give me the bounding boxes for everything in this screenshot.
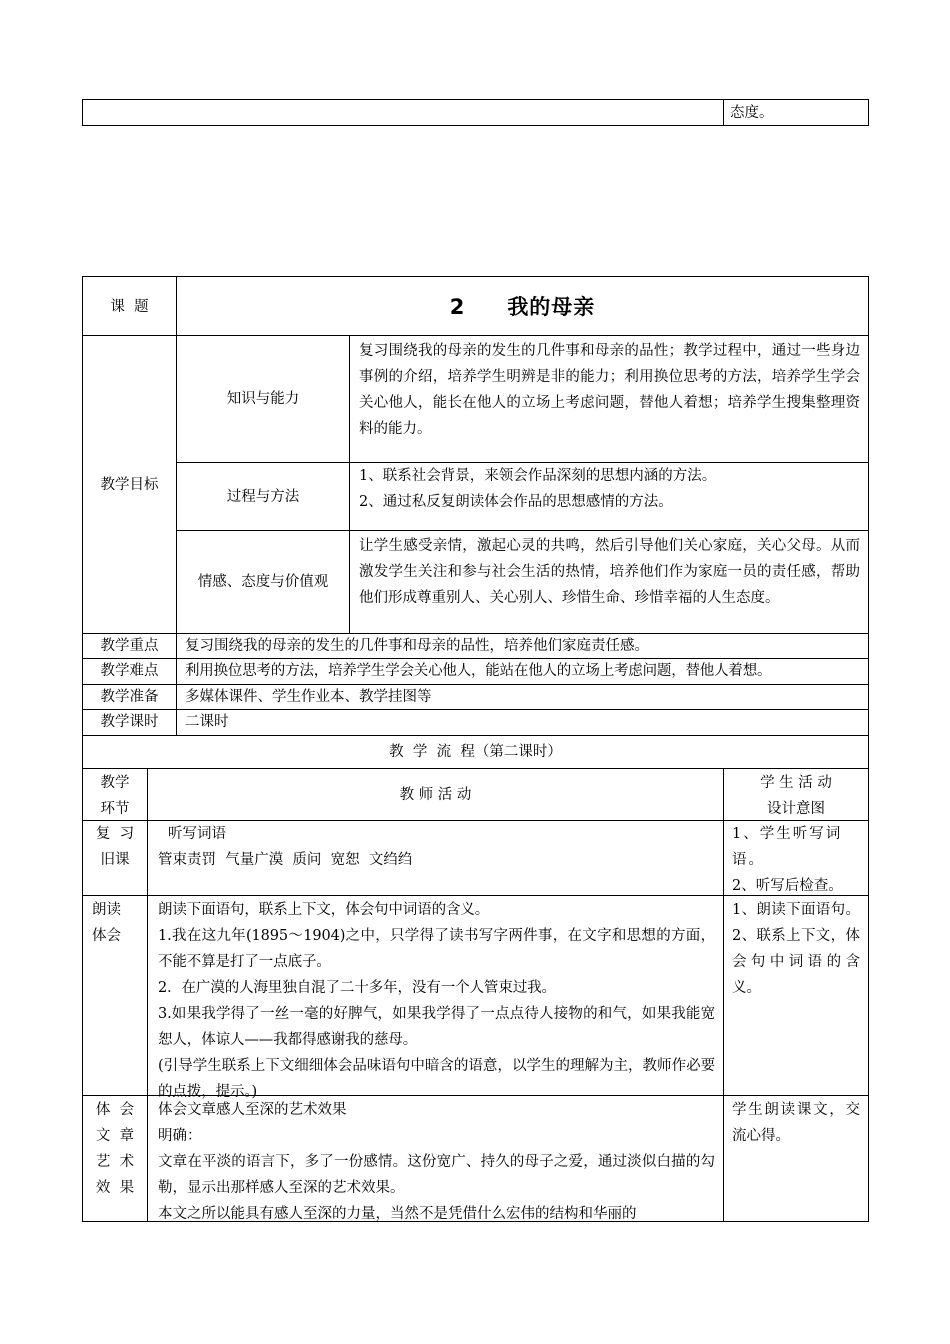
grid-line [82,895,869,896]
goal-process-line: 1、联系社会背景，来领会作品深刻的思想内涵的方法。 [359,468,717,484]
title-text: 我的母亲 [507,294,596,319]
stage-student-art: 学生朗读课文，交流心得。 [732,1102,860,1144]
header-teacher: 教 师 活 动 [399,786,472,803]
row-text-difficulty: 利用换位思考的方法，培养学生学会关心他人，能站在他人的立场上考虑问题，替他人着想。 [185,663,772,679]
row-text-key: 复习围绕我的母亲的发生的几件事和母亲的品性，培养他们家庭责任感。 [185,638,649,654]
header-student: 学 生 活 动 设计意图 [760,775,832,817]
goal-text-process [350,463,868,530]
grid-line [82,1221,869,1222]
goal-label-emotion: 情感、态度与价值观 [197,574,329,590]
goal-process-line: 2、通过私反复朗读体会作品的思想感情的方法。 [359,494,673,510]
grid-line [82,1095,869,1096]
goals-label: 教学目标 [100,476,159,493]
stage-label-art: 体 会 文 章 艺 术 效 果 [95,1102,135,1196]
row-text-prep: 多媒体课件、学生作业本、教学挂图等 [185,689,432,705]
stage-label-reading: 朗读 体会 [92,902,121,944]
continuation-divider [723,99,724,126]
goal-label-process: 过程与方法 [226,488,300,505]
goal-text-emotion: 让学生感受亲情，激起心灵的共鸣，然后引导他们关心家庭，关心父母。从而激发学生关注和参与社会生活的热情，培养他们作为家庭一员的责任感，帮助他们形成尊重别人、关心别人、珍惜生命、珍惜幸福的人生态度。 [359,538,860,606]
stage-teacher-review: 听写词语 管束责罚 气量广漠 质问 宽恕 文绉绉 [158,826,413,868]
goal-text-knowledge: 复习围绕我的母亲的发生的几件事和母亲的品性；教学过程中，通过一些身边事例的介绍，培养学生明辨是非的能力；利用换位思考的方法，培养学生学会关心他人，能长在他人的立场上考虑问题，替他人着想；培养学生搜集整理资料的能力。 [359,343,860,437]
stage-teacher-reading: 朗读下面语句，联系上下文，体会句中词语的含义。 1.我在这九年(1895～1904)之中，只学得了读书写字两件事，在文字和思想的方面，不能不算是打了一点底子。 2．在广漠的人海里独自混了二十多年，没有一个人管束过我。 3.如果我学得了一丝一毫的好脾气，如果我学得了一点点待人接物的和气，如果我能宽恕人，体谅人——我都得感谢我的慈母。 (引导学生联系上下文细细体会品味语句中暗含的语意，以学生的理解为主，教师作必要的点拨，提示。) [158,902,715,1100]
goal-label-knowledge: 知识与能力 [226,391,300,407]
title-label: 课 题 [110,298,149,315]
continuation-text: 态度。 [730,105,774,121]
stage-label-review: 复 习 旧课 [95,826,135,868]
page-title [177,277,868,336]
row-label-key: 教学重点 [100,638,159,654]
row-text-hours: 二课时 [185,714,229,730]
row-label-hours: 教学课时 [100,714,159,730]
stage-student-reading: 1、朗读下面语句。2、联系上下文，体会句中词语的含义。 [732,902,860,996]
stage-teacher-art: 体会文章感人至深的艺术效果 明确： 文章在平淡的语言下，多了一份感情。这份宽广、持久的母子之爱，通过淡似白描的勾勒，显示出那样感人至深的艺术效果。 本文之所以能具有感人至深的力量，当然不是凭借什么宏伟的结构和华丽的 [158,1102,715,1221]
row-label-prep: 教学准备 [100,689,159,705]
row-label-difficulty: 教学难点 [100,663,159,679]
title-number: 2 [449,294,466,319]
flow-title: 教 学 流 程（第二课时） [389,744,562,760]
header-stage: 教学 环节 [100,775,130,817]
stage-student-review: 1、学生听写词语。 2、听写后检查。 [732,826,843,894]
